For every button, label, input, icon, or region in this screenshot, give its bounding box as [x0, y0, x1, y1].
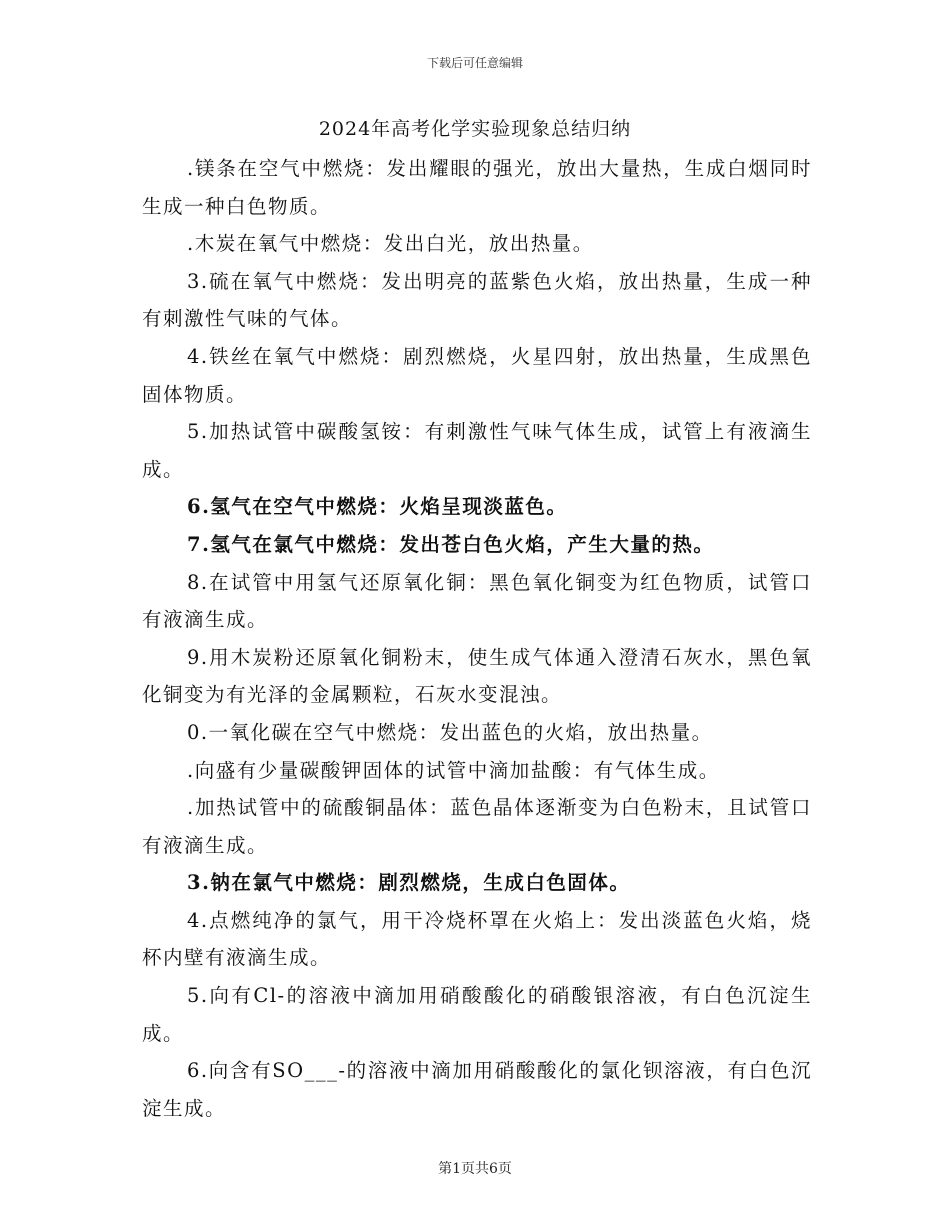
paragraph-1: .镁条在空气中燃烧：发出耀眼的强光，放出大量热，生成白烟同时生成一种白色物质。 [142, 157, 812, 218]
paragraph-4: 4.铁丝在氧气中燃烧：剧烈燃烧，火星四射，放出热量，生成黑色固体物质。 [142, 344, 812, 406]
paragraph-16: 6.向含有SO___-的溶液中滴加用硝酸酸化的氯化钡溶液，有白色沉淀生成。 [142, 1059, 812, 1120]
paragraph-3: 3.硫在氧气中燃烧：发出明亮的蓝紫色火焰，放出热量，生成一种有刺激性气味的气体。 [142, 269, 812, 331]
page-number: 第1页共6页 [438, 1161, 512, 1177]
paragraph-12: .加热试管中的硫酸铜晶体：蓝色晶体逐渐变为白色粉末，且试管口有液滴生成。 [142, 796, 812, 857]
paragraph-15: 5.向有Cl-的溶液中滴加用硝酸酸化的硝酸银溶液，有白色沉淀生成。 [142, 984, 812, 1045]
paragraph-14: 4.点燃纯净的氯气，用干冷烧杯罩在火焰上：发出淡蓝色火焰，烧杯内壁有液滴生成。 [142, 908, 812, 970]
paragraph-5: 5.加热试管中碳酸氢铵：有刺激性气味气体生成，试管上有液滴生成。 [142, 420, 812, 481]
paragraph-6: 6.氢气在空气中燃烧：火焰呈现淡蓝色。 [187, 495, 568, 519]
page-header-note: 下载后可任意编辑 [426, 56, 523, 70]
paragraph-13: 3.钠在氯气中燃烧：剧烈燃烧，生成白色固体。 [187, 871, 631, 895]
paragraph-8: 8.在试管中用氢气还原氧化铜：黑色氧化铜变为红色物质，试管口有液滴生成。 [142, 570, 812, 632]
paragraph-9: 9.用木炭粉还原氧化铜粉末，使生成气体通入澄清石灰水，黑色氧化铜变为有光泽的金属颗粒，石灰水变混浊。 [142, 645, 812, 707]
paragraph-11: .向盛有少量碳酸钾固体的试管中滴加盐酸：有气体生成。 [187, 758, 720, 782]
paragraph-7: 7.氢气在氯气中燃烧：发出苍白色火焰，产生大量的热。 [187, 532, 715, 556]
document-title: 2024年高考化学实验现象总结归纳 [318, 118, 632, 140]
paragraph-10: 0.一氧化碳在空气中燃烧：发出蓝色的火焰，放出热量。 [187, 720, 713, 744]
document-body [142, 150, 812, 1127]
paragraph-2: .木炭在氧气中燃烧：发出白光，放出热量。 [187, 232, 594, 256]
